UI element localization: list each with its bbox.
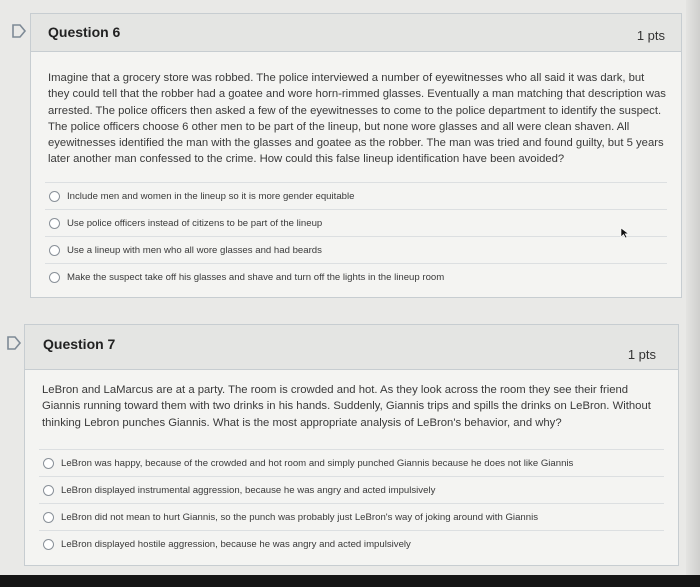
answer-label[interactable]: Make the suspect take off his glasses and shave and turn off the lights in the lineup room <box>67 271 445 283</box>
question-text: LeBron and LaMarcus are at a party. The room is crowded and hot. As they look across the room they see their friend Giannis running toward them with two drinks in his hands. Suddenly, Giannis trips and spills the drinks on LeBron. Without thinking Lebron punches Giannis. What is the most appropriate analysis of LeBron's behavior, and why? <box>42 384 651 429</box>
window-edge <box>686 0 700 575</box>
flag-icon[interactable] <box>5 334 23 352</box>
screen-bottom-edge <box>0 575 700 587</box>
answer-list <box>39 449 664 557</box>
question-card-7 <box>24 324 679 566</box>
answer-label[interactable]: LeBron displayed hostile aggression, because he was angry and acted impulsively <box>61 538 411 550</box>
answer-label[interactable]: Use police officers instead of citizens to be part of the lineup <box>67 217 323 229</box>
answer-option[interactable] <box>45 209 667 236</box>
radio-icon[interactable] <box>43 458 54 469</box>
radio-icon[interactable] <box>49 218 60 229</box>
question-title: Question 6 <box>48 24 121 40</box>
answer-option[interactable] <box>45 263 667 290</box>
question-points: 1 pts <box>627 347 656 362</box>
answer-option[interactable] <box>45 182 667 209</box>
radio-icon[interactable] <box>49 272 60 283</box>
radio-icon[interactable] <box>49 245 60 256</box>
flag-icon[interactable] <box>10 22 28 40</box>
answer-label[interactable]: Use a lineup with men who all wore glasses and had beards <box>67 244 322 256</box>
question-text: Imagine that a grocery store was robbed. The police interviewed a number of eyewitnesses who all said it was dark, but they could tell that the robber had a goatee and wore horn-rimmed glasses. Eventually a man matching that description was arrested. The police officers then asked a few of the eyewitnesses to come to the police department to identify the suspect. The police officers choose 6 other men to be part of the lineup, but none wore glasses and all were clean shaven. All eyewitnesses identified the man with the glasses and goatee as the robber. The man was tried and found guilty, but 5 years later another man confessed to the crime. How could this false lineup identification have been avoided? <box>48 72 666 166</box>
answer-option[interactable] <box>39 530 664 557</box>
answer-option[interactable] <box>39 476 664 503</box>
answer-label[interactable]: LeBron did not mean to hurt Giannis, so the punch was probably just LeBron's way of joking around with Giannis <box>61 511 538 523</box>
radio-icon[interactable] <box>43 512 54 523</box>
radio-icon[interactable] <box>49 191 60 202</box>
question-points: 1 pts <box>636 28 665 43</box>
question-header <box>31 14 681 52</box>
answer-list <box>45 182 667 290</box>
question-header <box>25 325 678 370</box>
question-card-6 <box>30 13 682 298</box>
answer-option[interactable] <box>39 449 664 476</box>
question-title: Question 7 <box>43 336 116 352</box>
mouse-cursor-icon <box>620 226 630 238</box>
answer-label[interactable]: LeBron displayed instrumental aggression, because he was angry and acted impulsively <box>61 484 436 496</box>
answer-label[interactable]: Include men and women in the lineup so it is more gender equitable <box>67 190 355 202</box>
answer-option[interactable] <box>39 503 664 530</box>
radio-icon[interactable] <box>43 539 54 550</box>
answer-option[interactable] <box>45 236 667 263</box>
answer-label[interactable]: LeBron was happy, because of the crowded and hot room and simply punched Giannis because he does not like Giannis <box>61 457 574 469</box>
radio-icon[interactable] <box>43 485 54 496</box>
